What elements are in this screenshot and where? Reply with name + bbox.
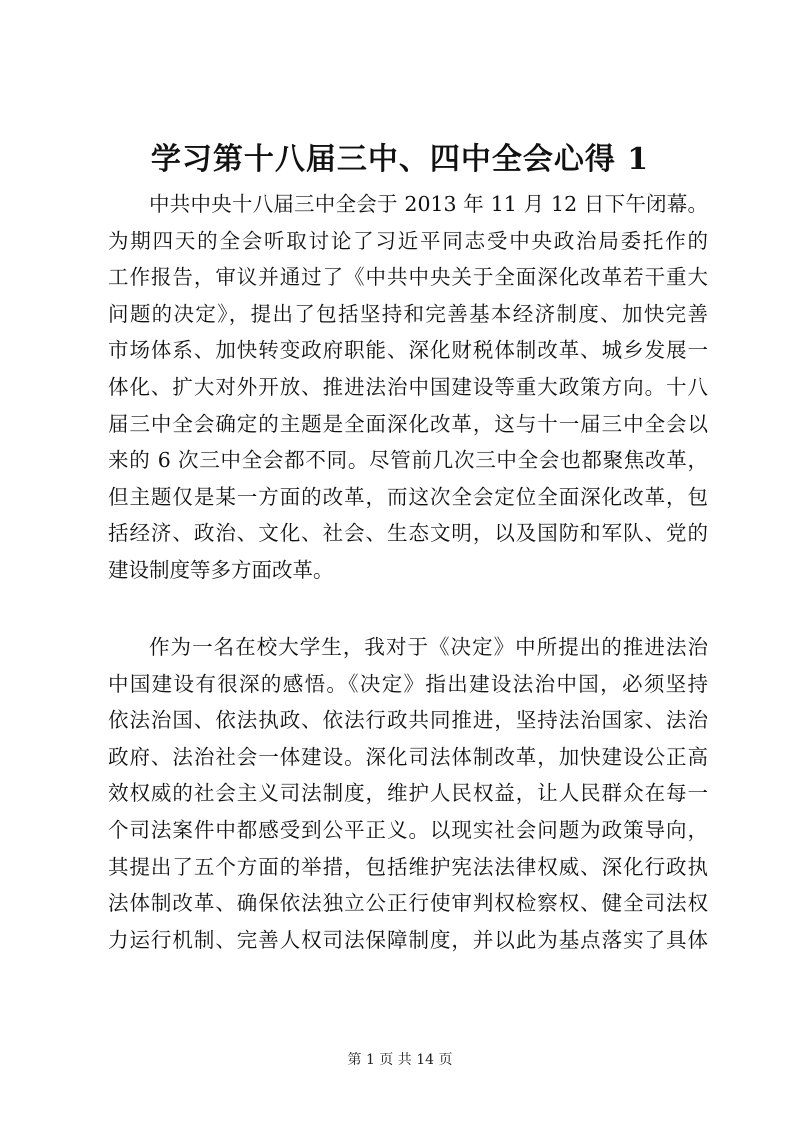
paragraph-line: 但主题仅是某一方面的改革，而这次全会定位全面深化改革，包 (108, 484, 708, 509)
paragraph-line: 依法治国、依法执政、依法行政共同推进，坚持法治国家、法治 (108, 708, 708, 733)
paragraph-line: 市场体系、加快转变政府职能、深化财税体制改革、城乡发展一 (108, 338, 708, 363)
paragraph-line: 建设制度等多方面改革。 (108, 557, 334, 582)
page-footer: 第 1 页 共 14 页 (347, 1052, 453, 1068)
paragraph-line: 个司法案件中都感受到公平正义。以现实社会问题为政策导向， (108, 817, 708, 842)
paragraph-line: 来的 6 次三中全会都不同。尽管前几次三中全会也都聚焦改革， (108, 448, 708, 473)
paragraph-2 (108, 629, 708, 958)
paragraph-line: 作为一名在校大学生，我对于《决定》中所提出的推进法治 (149, 635, 708, 659)
paragraph-line: 届三中全会确定的主题是全面深化改革，这与十一届三中全会以 (108, 411, 708, 436)
paragraph-line: 法体制改革、确保依法独立公正行使审判权检察权、健全司法权 (108, 891, 708, 916)
paragraph-line: 政府、法治社会一体建设。深化司法体制改革，加快建设公正高 (108, 744, 708, 769)
paragraph-line: 括经济、政治、文化、社会、生态文明，以及国防和军队、党的 (108, 521, 708, 546)
paragraph-line: 力运行机制、完善人权司法保障制度，并以此为基点落实了具体 (108, 927, 708, 952)
paragraph-line: 效权威的社会主义司法制度，维护人民权益，让人民群众在每一 (108, 781, 708, 806)
paragraph-line: 体化、扩大对外开放、推进法治中国建设等重大政策方向。十八 (108, 374, 708, 399)
paragraph-line: 其提出了五个方面的举措，包括维护宪法法律权威、深化行政执 (108, 854, 708, 879)
paragraph-line: 工作报告，审议并通过了《中共中央关于全面深化改革若干重大 (108, 265, 708, 290)
paragraph-line: 为期四天的全会听取讨论了习近平同志受中央政治局委托作的 (108, 228, 708, 253)
paragraph-line: 问题的决定》，提出了包括坚持和完善基本经济制度、加快完善 (108, 301, 708, 326)
document-title: 学习第十八届三中、四中全会心得 1 (150, 142, 650, 177)
paragraph-1 (108, 186, 708, 589)
paragraph-line: 中国建设有很深的感悟。《决定》指出建设法治中国，必须坚持 (108, 671, 708, 696)
paragraph-line: 中共中央十八届三中全会于 2013 年 11 月 12 日下午闭幕。 (149, 192, 708, 216)
